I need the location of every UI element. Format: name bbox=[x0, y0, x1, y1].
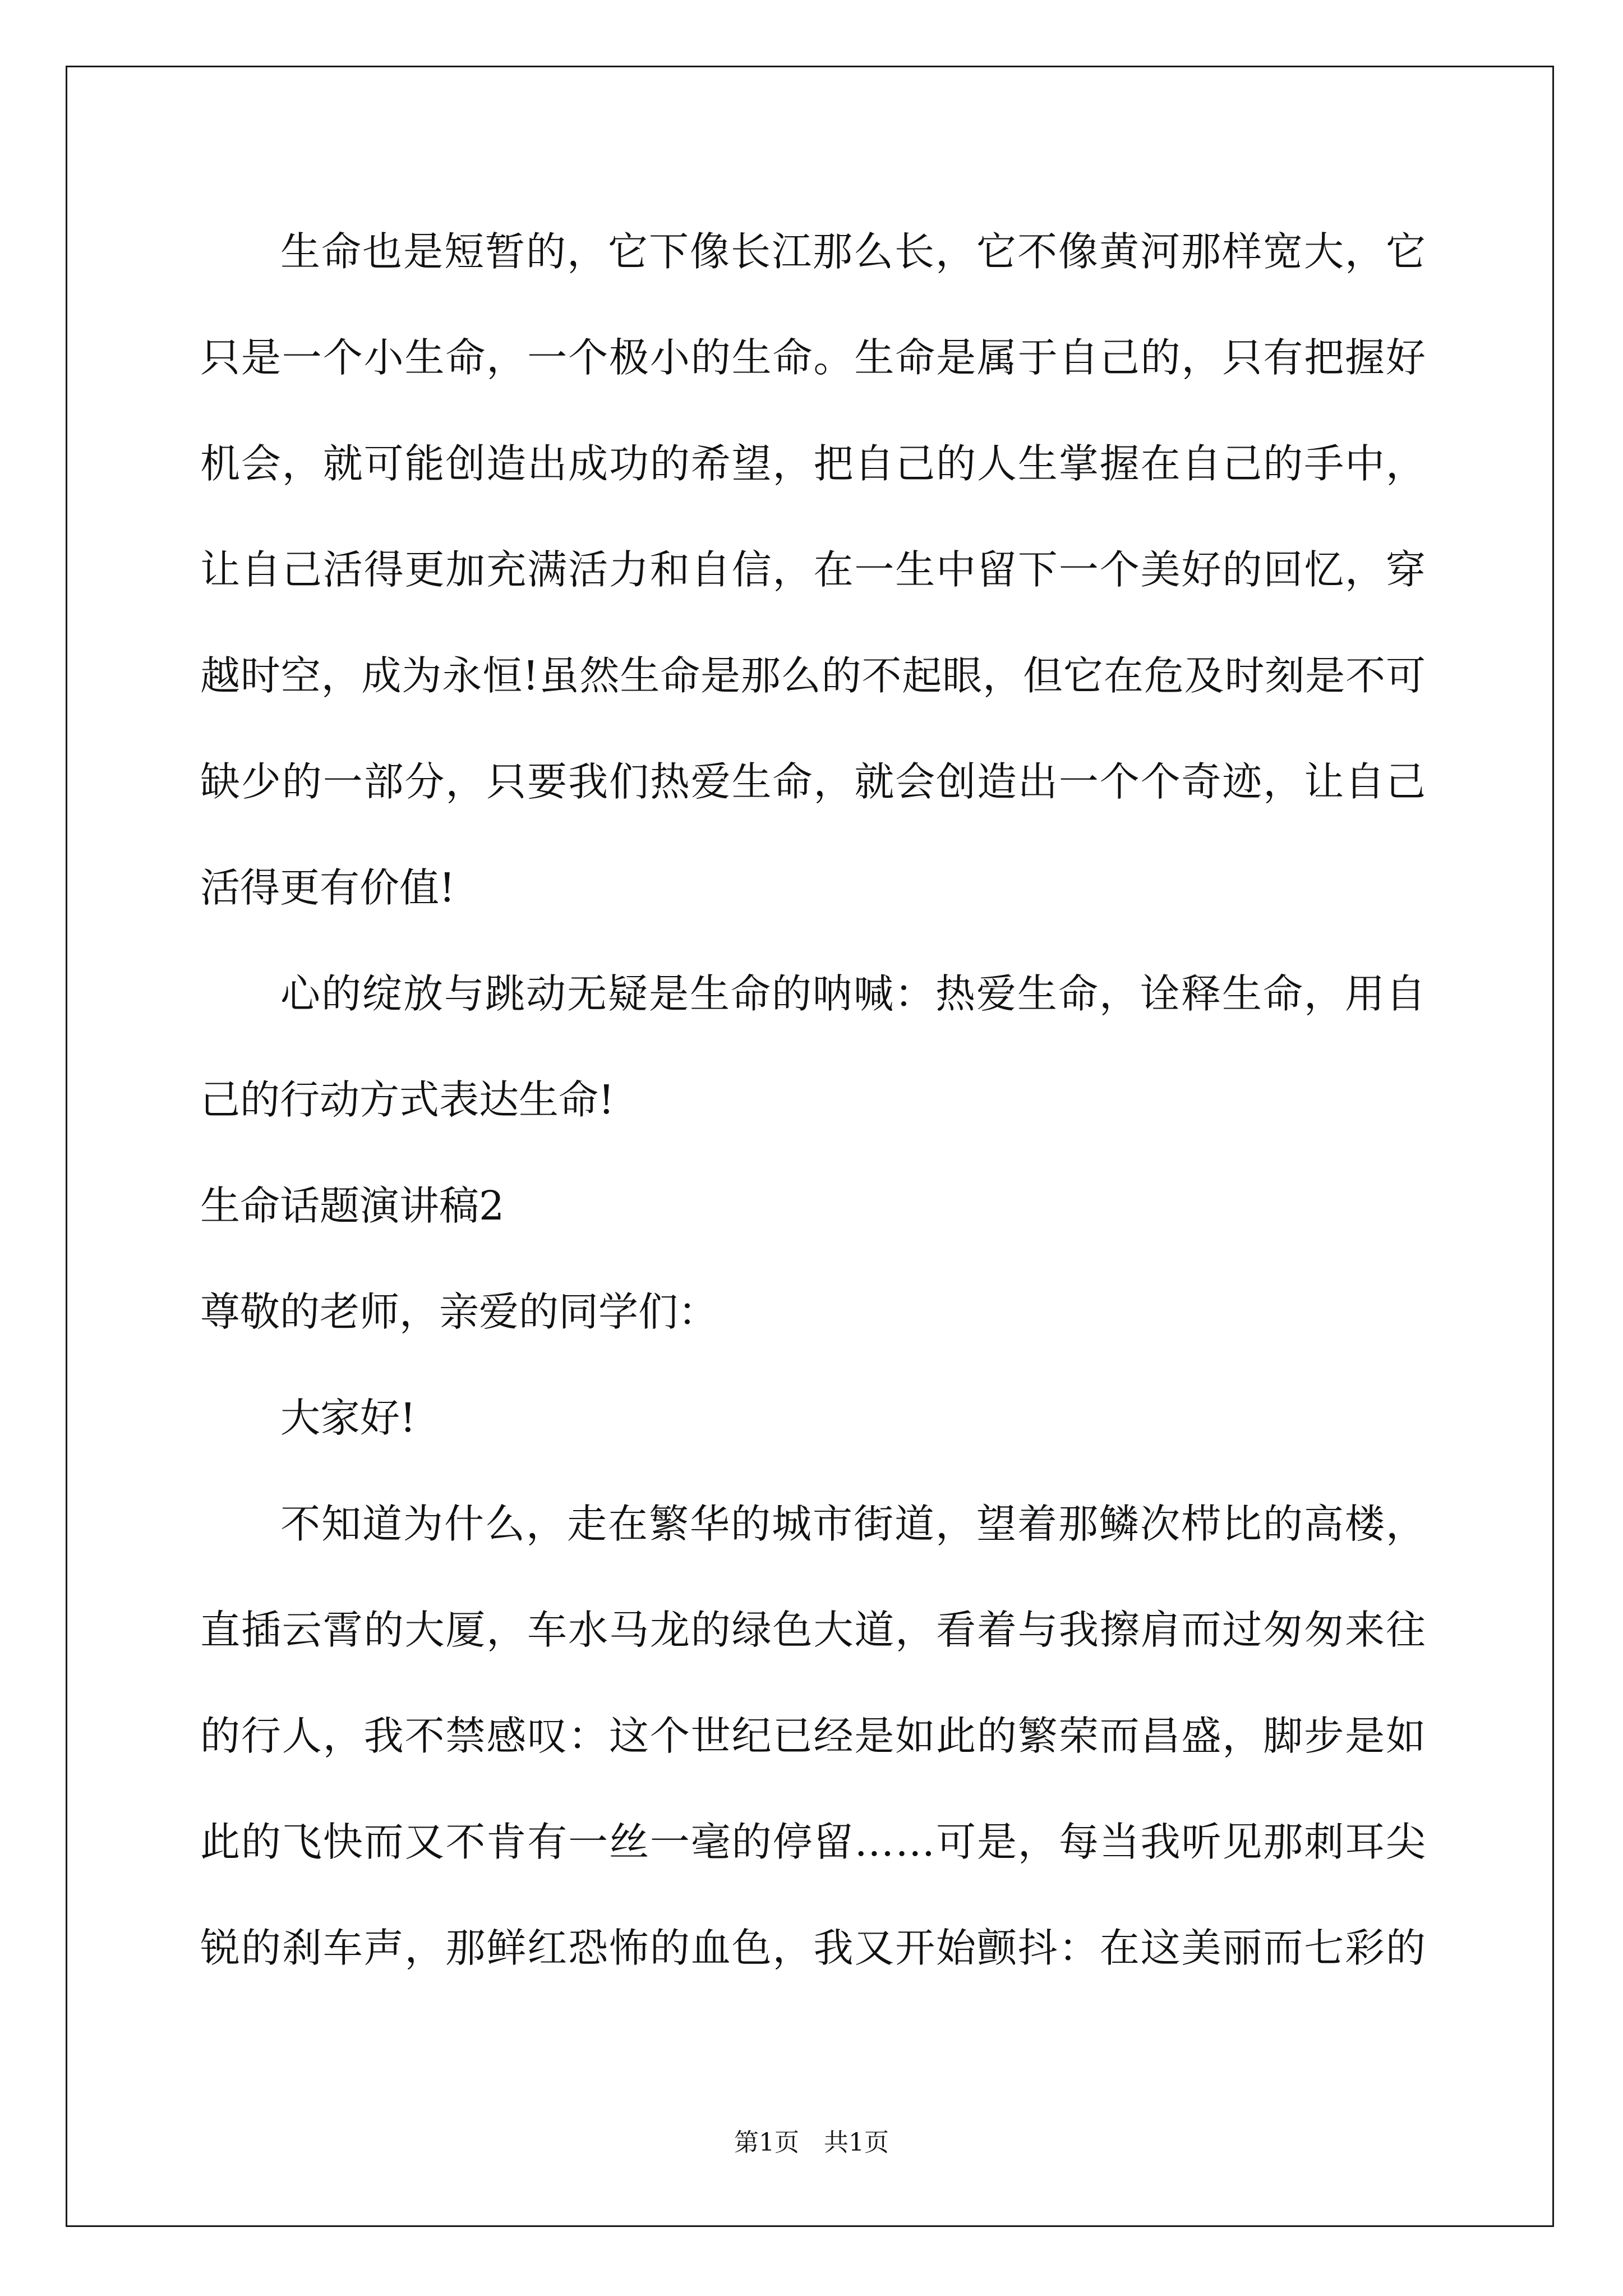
body-text-line: 此的飞快而又不肯有一丝一毫的停留……可是，每当我听见那刺耳尖 bbox=[200, 1819, 1427, 1865]
body-text-line: 让自己活得更加充满活力和自信，在一生中留下一个美好的回忆，穿 bbox=[200, 546, 1427, 593]
body-text-line: 活得更有价值! bbox=[200, 864, 455, 911]
body-text-line: 机会，就可能创造出成功的希望，把自己的人生掌握在自己的手中， bbox=[200, 440, 1427, 487]
body-text-line: 的行人，我不禁感叹：这个世纪已经是如此的繁荣而昌盛，脚步是如 bbox=[200, 1713, 1427, 1759]
body-text-line: 己的行动方式表达生命! bbox=[200, 1076, 615, 1123]
salutation: 尊敬的老师，亲爱的同学们： bbox=[200, 1289, 718, 1335]
section-title: 生命话题演讲稿2 bbox=[200, 1182, 505, 1229]
body-text-line: 不知道为什么，走在繁华的城市街道，望着那鳞次栉比的高楼， bbox=[280, 1501, 1427, 1547]
document-body bbox=[200, 199, 1426, 2001]
body-text-line: 缺少的一部分，只要我们热爱生命，就会创造出一个个奇迹，让自己 bbox=[200, 758, 1427, 805]
body-text-line: 越时空，成为永恒!虽然生命是那么的不起眼，但它在危及时刻是不可 bbox=[200, 652, 1426, 699]
body-text-line: 直插云霄的大厦，车水马龙的绿色大道，看着与我擦肩而过匆匆来往 bbox=[200, 1607, 1427, 1653]
body-text-line: 心的绽放与跳动无疑是生命的呐喊：热爱生命，诠释生命，用自 bbox=[280, 970, 1427, 1017]
body-text-line: 只是一个小生命，一个极小的生命。生命是属于自己的，只有把握好 bbox=[200, 334, 1427, 381]
body-text-line: 生命也是短暂的，它下像长江那么长，它不像黄河那样宽大，它 bbox=[280, 228, 1427, 275]
body-text-line: 锐的刹车声，那鲜红恐怖的血色，我又开始颤抖：在这美丽而七彩的 bbox=[200, 1925, 1427, 1971]
page-footer: 第1页 共1页 bbox=[734, 2128, 889, 2157]
greeting: 大家好! bbox=[280, 1395, 416, 1441]
